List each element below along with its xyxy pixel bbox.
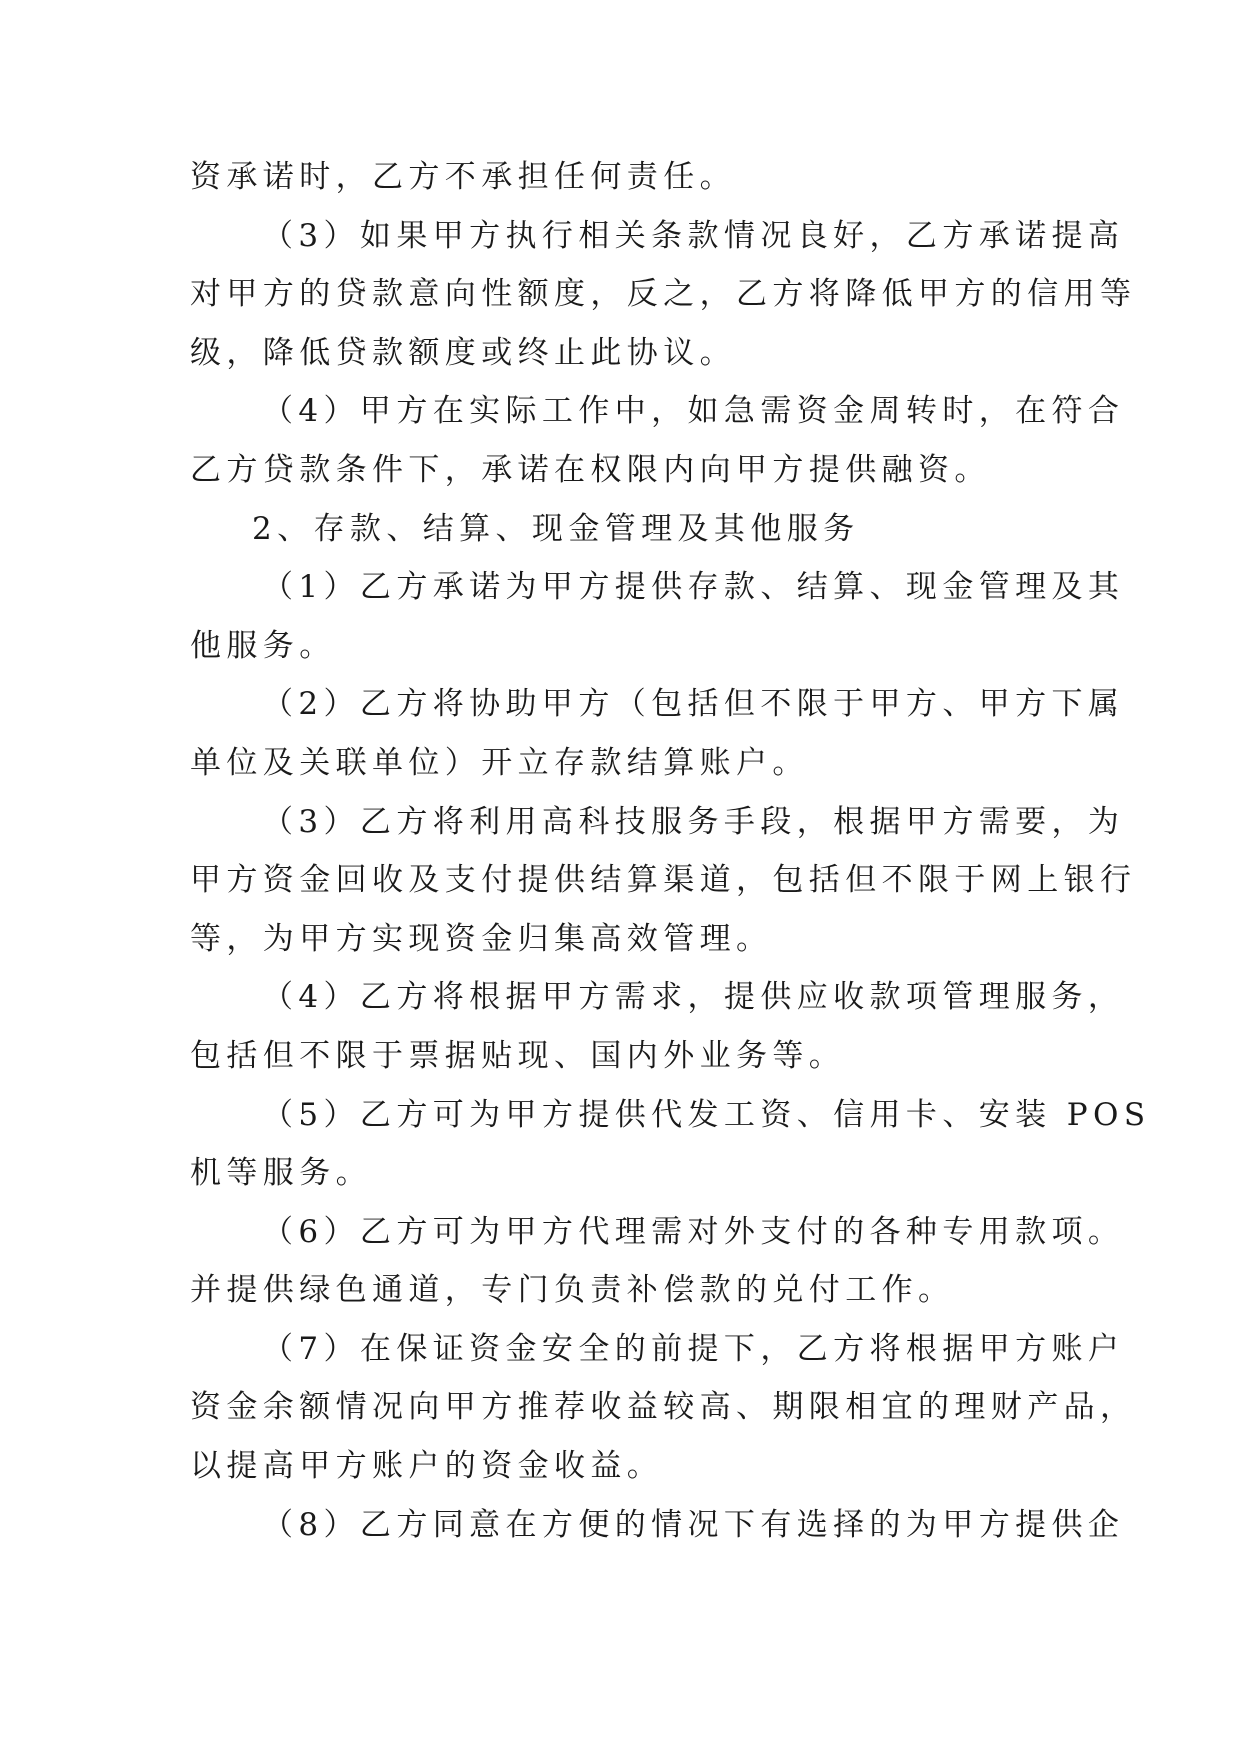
text-line: （3）乙方将利用高科技服务手段，根据甲方需要，为: [262, 803, 1125, 840]
text-line: （1）乙方承诺为甲方提供存款、结算、现金管理及其: [262, 569, 1125, 606]
text-line: （3）如果甲方执行相关条款情况良好，乙方承诺提高: [262, 217, 1125, 254]
text-line: （4）甲方在实际工作中，如急需资金周转时，在符合: [262, 393, 1125, 430]
text-line: 级，降低贷款额度或终止此协议。: [190, 334, 736, 371]
text-line: 资金余额情况向甲方推荐收益较高、期限相宜的理财产品，: [190, 1389, 1137, 1426]
text-line: 机等服务。: [190, 1155, 372, 1192]
text-line: （5）乙方可为甲方提供代发工资、信用卡、安装 POS: [262, 1096, 1151, 1133]
text-line: 乙方贷款条件下，承诺在权限内向甲方提供融资。: [190, 451, 991, 488]
text-line: 资承诺时，乙方不承担任何责任。: [190, 159, 736, 195]
text-line: （8）乙方同意在方便的情况下有选择的为甲方提供企: [262, 1506, 1125, 1543]
text-line: 并提供绿色通道，专门负责补偿款的兑付工作。: [190, 1272, 955, 1309]
text-line: 等，为甲方实现资金归集高效管理。: [190, 920, 773, 957]
text-line: 对甲方的贷款意向性额度，反之，乙方将降低甲方的信用等: [190, 276, 1137, 313]
document-body: [190, 148, 1151, 1554]
text-line: （7）在保证资金安全的前提下，乙方将根据甲方账户: [262, 1330, 1125, 1367]
text-line: 包括但不限于票据贴现、国内外业务等。: [190, 1037, 846, 1074]
text-line: （6）乙方可为甲方代理需对外支付的各种专用款项。: [262, 1213, 1125, 1250]
text-line: 以提高甲方账户的资金收益。: [190, 1448, 664, 1485]
text-line: 甲方资金回收及支付提供结算渠道，包括但不限于网上银行: [190, 862, 1137, 899]
text-line: （4）乙方将根据甲方需求，提供应收款项管理服务，: [262, 979, 1125, 1016]
text-line: 他服务。: [190, 627, 336, 664]
text-line: 单位及关联单位）开立存款结算账户。: [190, 744, 809, 781]
text-line: （2）乙方将协助甲方（包括但不限于甲方、甲方下属: [262, 686, 1125, 723]
section-heading: 2、存款、结算、现金管理及其他服务: [252, 510, 860, 547]
